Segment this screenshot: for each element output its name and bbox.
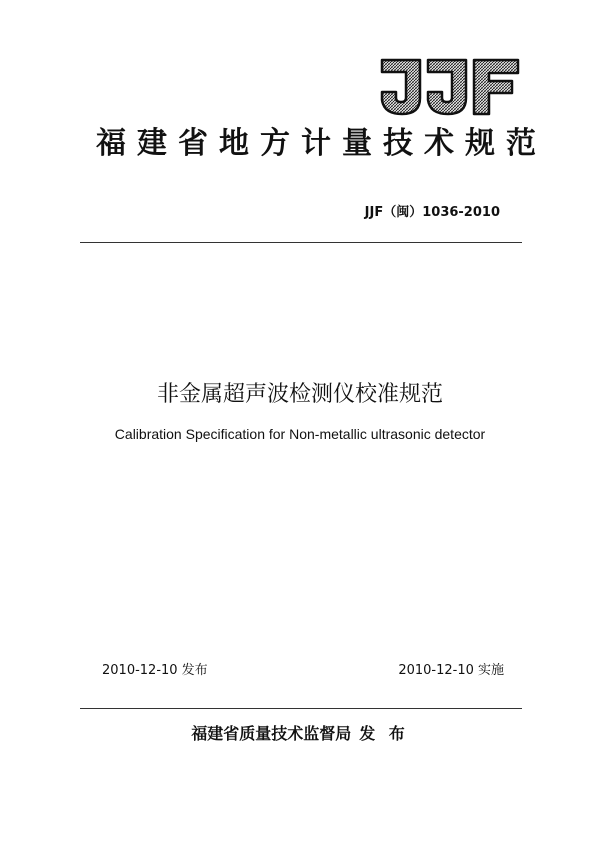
issuer-verb: 发 布	[359, 724, 409, 743]
issuer-line	[100, 722, 500, 746]
top-divider	[80, 242, 522, 243]
document-title-zh: 非金属超声波检测仪校准规范	[156, 382, 443, 407]
document-title-en: Calibration Specification for Non-metallic ultrasonic detector	[114, 426, 486, 442]
spec-number: JJF（闽）1036-2010	[364, 205, 500, 220]
bottom-divider	[80, 708, 522, 709]
issuer-name: 福建省质量技术监督局	[191, 724, 352, 743]
publisher-title: 福建省地方计量技术规范	[96, 126, 547, 161]
implementation-date: 2010-12-10 实施	[398, 663, 504, 678]
issue-date: 2010-12-10 发布	[102, 663, 208, 678]
jjf-logo-graphic	[380, 58, 520, 116]
jjf-logo	[380, 58, 520, 116]
